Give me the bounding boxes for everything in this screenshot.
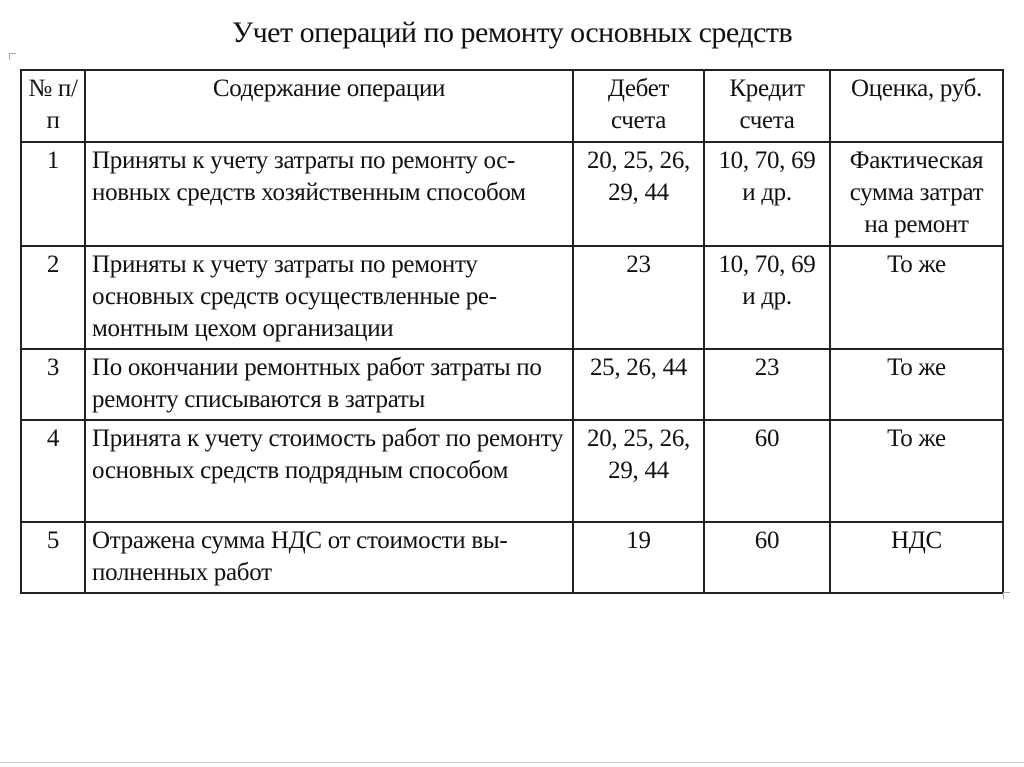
- row-evaluation: Фактическая сумма затрат на ремонт: [830, 142, 1003, 246]
- page-corner-mark: [1003, 592, 1010, 599]
- header-credit: Кредит счета: [704, 70, 830, 142]
- header-num: № п/п: [21, 70, 85, 142]
- row-content: Принята к учету стоимость работ по ремонту основных средств подрядным способом: [85, 420, 573, 522]
- page-bottom-divider: [0, 762, 1024, 763]
- row-evaluation: То же: [830, 420, 1003, 522]
- row-num: 4: [21, 420, 85, 522]
- table-row: [21, 420, 1003, 522]
- table-row: [21, 142, 1003, 246]
- row-num: 2: [21, 246, 85, 349]
- header-evaluation: Оценка, руб.: [830, 70, 1003, 142]
- row-credit: 10, 70, 69 и др.: [704, 246, 830, 349]
- header-content: Содержание операции: [85, 70, 573, 142]
- row-debit: 20, 25, 26, 29, 44: [573, 420, 704, 522]
- row-num: 1: [21, 142, 85, 246]
- table-row: [21, 522, 1003, 593]
- row-debit: 19: [573, 522, 704, 593]
- row-content: По окончании ремонтных работ затраты по ремонту списываются в затраты: [85, 349, 573, 420]
- row-credit: 60: [704, 522, 830, 593]
- row-credit: 10, 70, 69 и др.: [704, 142, 830, 246]
- row-content: Приняты к учету затраты по ремонту основных средств осуществленные ре-монтным цехом организации: [85, 246, 573, 349]
- row-debit: 23: [573, 246, 704, 349]
- table-row: [21, 349, 1003, 420]
- repair-operations-table: [20, 69, 1004, 594]
- row-content: Отражена сумма НДС от стоимости вы-полненных работ: [85, 522, 573, 593]
- table-row: [21, 246, 1003, 349]
- document-title: Учет операций по ремонту основных средств: [231, 16, 793, 49]
- page-corner-mark: [9, 53, 16, 60]
- row-debit: 25, 26, 44: [573, 349, 704, 420]
- row-credit: 23: [704, 349, 830, 420]
- row-num: 3: [21, 349, 85, 420]
- table-header-row: [21, 70, 1003, 142]
- row-num: 5: [21, 522, 85, 593]
- row-debit: 20, 25, 26, 29, 44: [573, 142, 704, 246]
- row-credit: 60: [704, 420, 830, 522]
- row-evaluation: НДС: [830, 522, 1003, 593]
- row-evaluation: То же: [830, 246, 1003, 349]
- row-evaluation: То же: [830, 349, 1003, 420]
- header-debit: Дебет счета: [573, 70, 704, 142]
- row-content: Приняты к учету затраты по ремонту ос-новных средств хозяйственным способом: [85, 142, 573, 246]
